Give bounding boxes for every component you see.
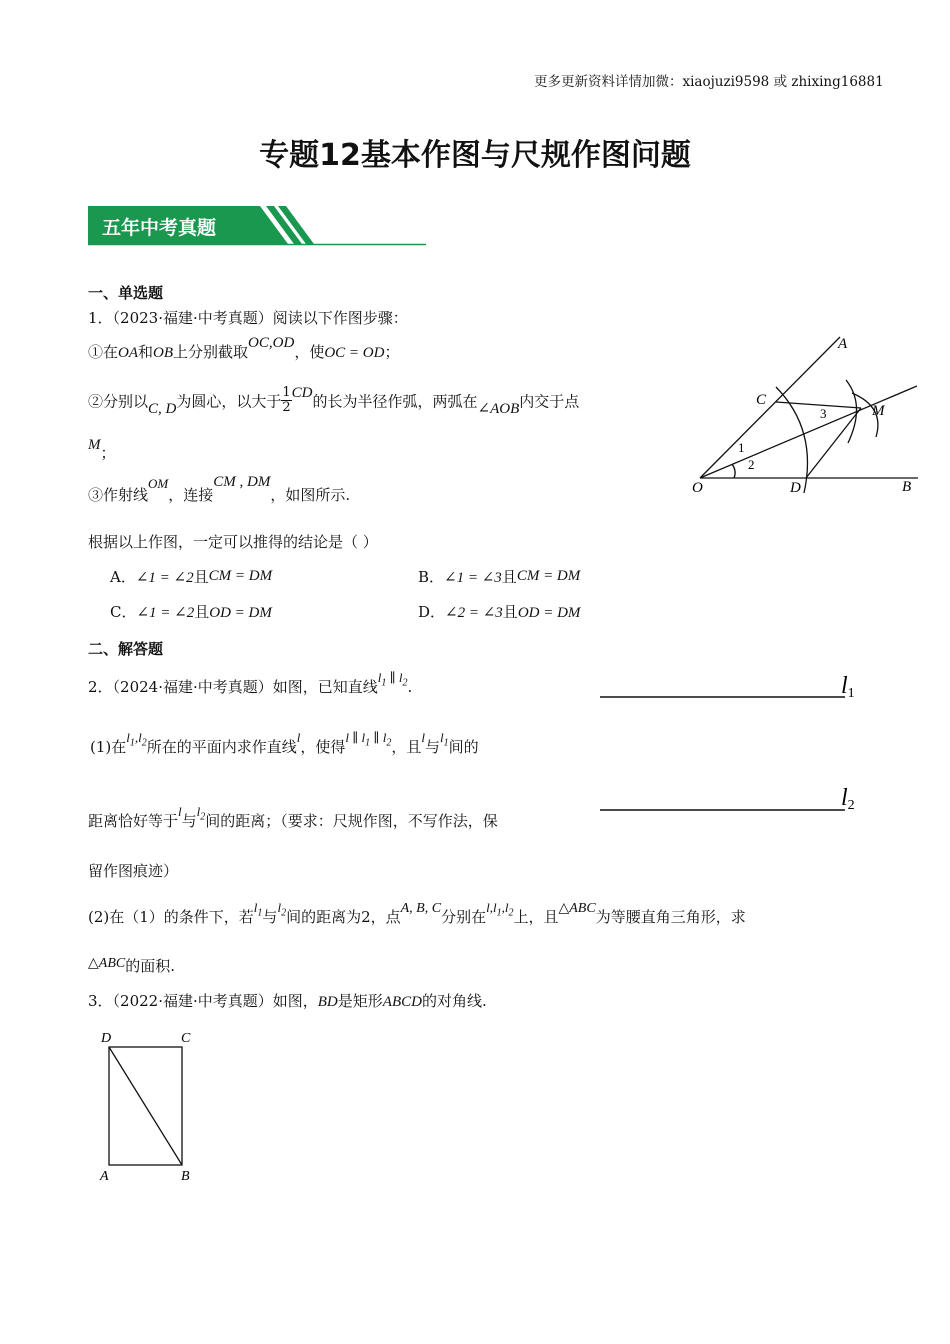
q2-p1-text: 与 — [424, 738, 440, 756]
q2-p2-text: 分别在 — [441, 908, 487, 926]
var-l: l — [196, 804, 201, 819]
q2-abc: A, B, C — [400, 901, 442, 916]
var-l: l — [361, 730, 366, 745]
q2-p1-text: ，且 — [391, 738, 422, 756]
option-b-label: B． — [418, 568, 445, 586]
var-l: l — [377, 670, 382, 685]
q2-l1-l2 — [126, 730, 147, 749]
q1-step3-om: OM — [148, 476, 169, 491]
q2-p1-text: 距离恰好等于 — [88, 812, 179, 830]
q1-source — [88, 307, 408, 328]
header-note: 更多更新资料详情加微：xiaojuzi9598 或 zhixing16881 — [534, 74, 884, 90]
section-heading-single-choice: 一、单选题 — [88, 284, 164, 302]
label-c: C — [756, 392, 767, 408]
option-a-and: 且 — [193, 568, 209, 586]
q2-p1-text: 与 — [181, 812, 197, 830]
label-m: M — [872, 403, 885, 419]
comma: , — [489, 900, 493, 915]
q2-p1-text: 间的距离；（要求：尺规作图，不写作法，保 — [205, 812, 498, 830]
q1-question: 根据以上作图，一定可以推得的结论是（ ） — [88, 533, 378, 551]
label-b: B — [181, 1169, 190, 1184]
option-b-and: 且 — [501, 568, 517, 586]
label-angle-1: 1 — [738, 440, 745, 455]
q2-triangle: △ABC — [558, 901, 596, 916]
q1-source-text: （2023·福建·中考真题）阅读以下作图步骤： — [112, 309, 408, 327]
q1-option-c[interactable] — [110, 601, 272, 622]
sub-2: 2 — [402, 677, 408, 689]
q2-p2-text: 上，且 — [513, 908, 559, 926]
q1-fraction — [281, 386, 291, 415]
q3-end: 的对角线. — [421, 992, 487, 1010]
parallel-symbol: ∥ — [373, 730, 380, 745]
option-d-expr: ∠2 = ∠3 — [445, 605, 503, 621]
q1-step3-text: ③作射线 — [88, 486, 149, 504]
option-c-label: C． — [110, 603, 137, 621]
q2-l-l1-l2 — [486, 900, 514, 919]
q2-l1 — [439, 730, 449, 749]
q2-l2 — [277, 900, 287, 919]
q1-step1-oa: OA — [118, 345, 139, 361]
label-l1: l1 — [841, 673, 855, 701]
q2-number: 2． — [88, 678, 113, 696]
q1-fraction-den: 2 — [282, 400, 291, 415]
var-l: l — [138, 730, 142, 745]
sub-2: 2 — [386, 737, 392, 749]
q1-step1-text: 和 — [138, 343, 154, 361]
q1-fraction-num: 1 — [282, 385, 291, 400]
label-angle-2: 2 — [748, 457, 755, 472]
q1-step1-text: ，使 — [294, 343, 325, 361]
var-l: l — [492, 900, 497, 915]
q1-step3-text: ，连接 — [168, 486, 214, 504]
comma: , — [134, 730, 139, 745]
sub-2: 2 — [200, 811, 206, 823]
q2-p2-text: (2)在（1）的条件下，若 — [88, 908, 254, 926]
q3-number: 3． — [88, 992, 113, 1010]
option-a-expr: ∠1 = ∠2 — [135, 570, 194, 586]
q1-step2-cont — [88, 436, 116, 462]
option-c-expr2: OD = DM — [209, 605, 272, 621]
q2-part1-line1 — [90, 730, 479, 759]
option-d-expr2: OD = DM — [517, 605, 581, 621]
q1-step2-text: 为圆心，以大于 — [176, 392, 282, 411]
var-l: l — [178, 804, 182, 819]
sub-1: 1 — [496, 907, 502, 919]
q2-l2 — [196, 804, 206, 823]
q2-period: . — [407, 678, 413, 696]
sub-2: 2 — [508, 907, 514, 919]
q1-number: 1． — [88, 309, 113, 327]
q3-abcd: ABCD — [382, 994, 422, 1010]
q1-step2-angle: ∠AOB — [477, 400, 520, 417]
q1-step2-text: ； — [100, 444, 116, 462]
q1-step2-m: M — [88, 437, 101, 453]
label-d: D — [790, 480, 801, 496]
q1-step1-eq: OC = OD — [324, 345, 385, 361]
parallel-symbol: ∥ — [389, 670, 396, 685]
q1-step1 — [88, 335, 400, 362]
q2-part1-line2 — [88, 804, 498, 833]
var-l: l — [439, 730, 444, 745]
q2-p2-text: 与 — [262, 908, 278, 926]
var-l: l — [126, 730, 130, 745]
q3-source — [88, 990, 487, 1011]
sub-1: 1 — [257, 907, 263, 919]
arc-from-c — [846, 380, 857, 443]
q3-bd: BD — [317, 994, 338, 1010]
q2-source-text: （2024·福建·中考真题）如图，已知直线 — [112, 678, 378, 696]
label-a: A — [100, 1169, 109, 1184]
var-l: l — [398, 670, 403, 685]
q1-step3 — [88, 474, 351, 505]
var-l: l — [486, 900, 490, 915]
q1-step2-cd: C, D — [148, 400, 177, 417]
section-heading-answer: 二、解答题 — [88, 640, 164, 658]
q1-step1-text: 上分别截取 — [173, 343, 249, 361]
q2-p2-text: 为等腰直角三角形，求 — [595, 908, 746, 926]
comma: , — [501, 900, 505, 915]
ray-oa — [700, 337, 840, 478]
label-c: C — [181, 1031, 191, 1046]
diagonal-bd — [109, 1047, 182, 1165]
sub-2: 2 — [141, 737, 147, 749]
label-a: A — [838, 336, 848, 352]
q1-step2-cd2: CD — [291, 384, 313, 401]
page-title: 专题12基本作图与尺规作图问题 — [259, 138, 691, 173]
label-d: D — [101, 1031, 112, 1046]
q3-figure — [95, 1025, 210, 1190]
sub-1: 1 — [365, 737, 371, 749]
q3-source-text: （2022·福建·中考真题）如图， — [112, 992, 318, 1010]
q2-p1-text: (1)在 — [90, 738, 127, 756]
q1-figure — [680, 325, 930, 505]
q1-step2-text: ②分别以 — [88, 392, 149, 411]
label-l2: l2 — [841, 785, 855, 813]
q2-part2-line1 — [88, 900, 746, 929]
q2-l-par — [345, 730, 392, 749]
q1-option-d[interactable] — [418, 601, 580, 622]
q1-step1-text: ①在 — [88, 343, 119, 361]
parallel-symbol: ∥ — [352, 730, 359, 745]
q2-p2-text: 间的距离为2，点 — [286, 908, 401, 926]
var-l: l — [345, 730, 350, 745]
option-b-expr: ∠1 = ∠3 — [444, 570, 502, 586]
option-a-label: A． — [110, 568, 136, 586]
var-l: l — [296, 730, 301, 745]
q2-part1-line3: 留作图痕迹） — [88, 862, 179, 880]
q2-triangle: △ABC — [88, 956, 126, 971]
sub-1: 1 — [129, 737, 135, 749]
label-angle-3: 3 — [820, 406, 827, 421]
option-c-and: 且 — [194, 603, 210, 621]
q2-l1 — [253, 900, 263, 919]
var-l: l — [382, 730, 387, 745]
q1-option-a[interactable] — [110, 566, 272, 587]
sub-1: 1 — [443, 737, 449, 749]
q2-source — [88, 670, 413, 699]
angle-mark — [732, 464, 735, 478]
q1-step3-cmdm: CM , DM — [213, 474, 271, 490]
q2-part2-line2 — [88, 955, 175, 976]
sub-1: 1 — [381, 677, 387, 689]
q1-step1-ob: OB — [153, 345, 174, 361]
option-a-expr2: CM = DM — [208, 568, 273, 584]
q1-step1-text: ； — [384, 343, 400, 361]
q2-p1-text: ，使得 — [300, 738, 346, 756]
q1-step2-text: 的长为半径作弧，两弧在 — [312, 392, 478, 411]
q1-step3-text: ，如图所示. — [270, 486, 351, 504]
q2-p1-text: 间的 — [448, 738, 479, 756]
q2-l1l2 — [377, 670, 408, 689]
option-b-expr2: CM = DM — [516, 568, 581, 584]
option-c-expr: ∠1 = ∠2 — [136, 605, 195, 621]
q2-figure — [595, 665, 865, 825]
q2-p2-text: 的面积. — [125, 957, 175, 975]
option-d-label: D． — [418, 603, 446, 621]
q1-step1-ocod: OC,OD — [248, 335, 295, 351]
sub-2: 2 — [281, 907, 287, 919]
q1-step2 — [88, 384, 580, 417]
segment-dm — [806, 408, 861, 478]
label-b: B — [902, 479, 912, 495]
var-l: l — [253, 900, 258, 915]
section-banner — [88, 204, 428, 246]
option-d-and: 且 — [502, 603, 518, 621]
var-l: l — [504, 900, 509, 915]
banner-label: 五年中考真题 — [102, 217, 217, 239]
var-l: l — [277, 900, 282, 915]
q1-step2-text: 内交于点 — [519, 392, 580, 411]
var-l: l — [421, 730, 425, 745]
q3-mid: 是矩形 — [337, 992, 383, 1010]
q1-option-b[interactable] — [418, 566, 580, 587]
q2-p1-text: 所在的平面内求作直线 — [146, 738, 297, 756]
label-o: O — [692, 480, 703, 496]
